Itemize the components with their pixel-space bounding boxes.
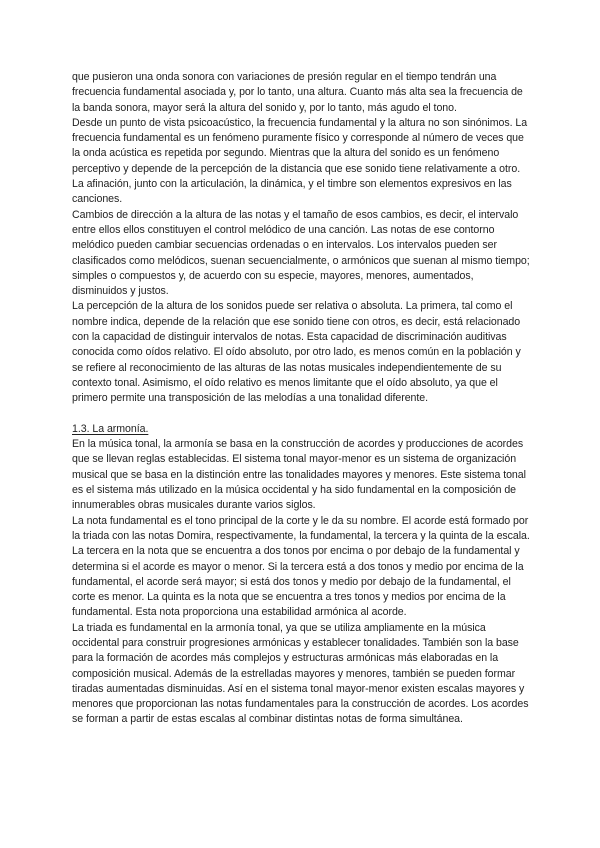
paragraph-tone-frequency: que pusieron una onda sonora con variaciones de presión regular en el tiempo tendrán una frecuencia fundamental asociada y, por lo tanto, una altura. Cuanto más alta sea la frecuencia de la banda sonora, mayor será la altura del sonido y, por lo tanto, más agudo el tono. [72, 71, 523, 114]
document-body [72, 70, 530, 728]
paragraph-pitch-perception: La percepción de la altura de los sonidos puede ser relativa o absoluta. La primera, tal como el nombre indica, depende de la relación que ese sonido tiene con otros, es decir, está relacionado con la capacidad de distinguir intervalos de notas. Esta capacidad de discriminación auditivas conocida como oídos relativo. El oído absoluto, por otro lado, es menos común en la población y se refiere al reconocimiento de las alturas de las notas musicales independientemente de su contexto tonal. Asimismo, el oído relativo es menos limitante que el oído absoluto, ya que el primero permite una transposición de las melodías a una tonalidad diferente. [72, 300, 521, 405]
paragraph-fundamental-note: La nota fundamental es el tono principal de la corte y le da su nombre. El acorde está formado por la triada con las notas Domira, respectivamente, la fundamental, la tercera y la quinta de la escala. La tercera en la nota que se encuentra a dos tonos por encima o por debajo de la fundamental y determina si el acorde es mayor o menor. Si la tercera está a dos tonos y medio por encima de la fundamental, el acorde será mayor; si está dos tonos y medio por debajo de la fundamental, el corte es menor. La quinta es la nota que se encuentra a tres tonos y medios por encima de la fundamental. Esta nota proporciona una estabilidad armónica al acorde. [72, 514, 530, 619]
paragraph-psychoacoustic: Desde un punto de vista psicoacústico, la frecuencia fundamental y la altura no son sinónimos. La frecuencia fundamental es un fenómeno puramente físico y corresponde al número de veces que la onda acústica es repetida por segundo. Mientras que la altura del sonido es un fenómeno perceptivo y depende de la percepción de la distancia que ese sonido tiene relativamente a otro. La afinación, junto con la articulación, la dinámica, y el timbre son elementos expresivos en las canciones. [72, 116, 528, 206]
paragraph-intervals: Cambios de dirección a la altura de las notas y el tamaño de esos cambios, es decir, el intervalo entre ellos ellos constituyen el control melódico de una canción. Las notas de ese contorno melódico pueden cambiar secuencias ordenadas o en intervalos. Los intervalos pueden ser clasificados como melódicos, suenan secuencialmente, o armónicos que suenan al mismo tiempo; simples o compuestos y, de acuerdo con su especie, mayores, menores, aumentados, disminuidos y justos. [72, 208, 530, 298]
paragraph-triad: La triada es fundamental en la armonía tonal, ya que se utiliza ampliamente en la música occidental para construir progresiones armónicas y establecer tonalidades. También son la base para la formación de acordes más complejos y estructuras armónicas más elaboradas en la composición musical. Además de la estrelladas mayores y menores, también se pueden formar tiradas aumentadas disminuidas. Así en el sistema tonal mayor-menor existen escalas mayores y menores que proporcionan las notas fundamentales para la construcción de acordes. Los acordes se forman a partir de estas escalas al combinar distintas notas de forma simultánea. [72, 621, 529, 726]
paragraph-spacer [72, 407, 530, 422]
paragraph-tonal-harmony: En la música tonal, la armonía se basa en la construcción de acordes y producciones de acordes que se llevan reglas establecidas. El sistema tonal mayor-menor es un sistema de organización musical que se basa en la distinción entre las tonalidades mayores y menores. Este sistema tonal es el sistema más utilizado en la música occidental y ha sido fundamental en la composición de innumerables obras musicales durante varios siglos. [72, 438, 526, 512]
section-heading: 1.3. La armonía. [72, 422, 149, 435]
